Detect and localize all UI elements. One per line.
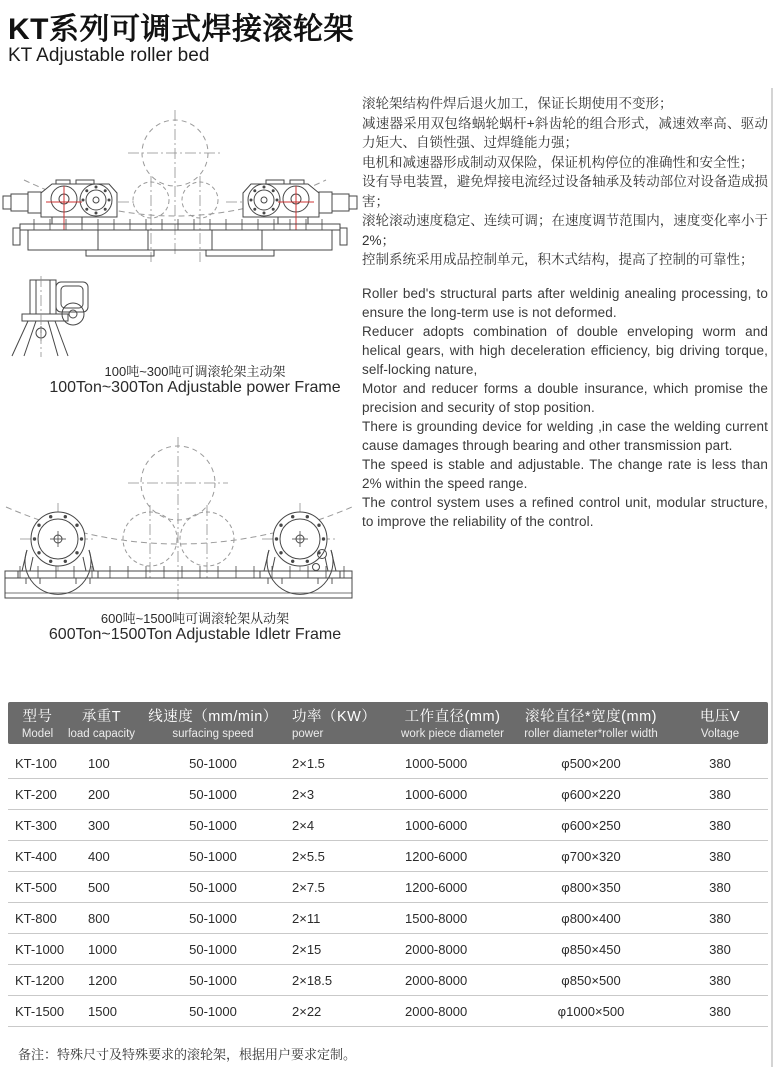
table-cell: 1000-6000: [405, 817, 468, 833]
column-header: [290, 708, 395, 741]
table-row: [8, 810, 768, 841]
table-cell: φ800×350: [561, 879, 621, 895]
table-row: [8, 779, 768, 810]
column-header: [672, 708, 768, 741]
table-cell: 2000-8000: [405, 972, 468, 988]
table-cell: φ700×320: [561, 848, 621, 864]
table-cell: 380: [709, 941, 731, 957]
feature-line-zh: 滚轮架结构件焊后退火加工，保证长期使用不变形；: [362, 96, 673, 111]
column-header-en: work piece diameter: [401, 727, 504, 740]
feature-line-zh: 减速器采用双包络蜗轮蜗杆+斜齿轮的组合形式，减速效率高、驱动力矩大、自锁性强、过焊缝能力强；: [362, 115, 768, 150]
table-cell: 380: [709, 817, 731, 833]
table-cell: 380: [709, 910, 731, 926]
table-cell: 1200-6000: [405, 879, 468, 895]
table-row: [8, 934, 768, 965]
table-cell: KT-1000: [15, 941, 65, 957]
table-cell: KT-400: [15, 848, 57, 864]
figure2-caption-en: 600Ton~1500Ton Adjustable Idletr Frame: [48, 626, 342, 643]
table-cell: 1000: [88, 941, 117, 957]
feature-text-column: [362, 94, 768, 531]
idler-frame-drawing: [0, 433, 360, 605]
page-title-en: KT Adjustable roller bed: [8, 45, 210, 66]
features-zh: [362, 94, 768, 270]
table-cell: 380: [709, 848, 731, 864]
table-cell: KT-1500: [15, 1003, 65, 1019]
page-title-zh: KT系列可调式焊接滚轮架: [8, 13, 354, 46]
column-header-zh: 线速度（mm/min）: [148, 708, 278, 725]
table-cell: KT-1200: [15, 972, 65, 988]
figure1-caption-en: 100Ton~300Ton Adjustable power Frame: [49, 379, 341, 396]
column-header-zh: 电压V: [699, 708, 741, 725]
table-row: [8, 872, 768, 903]
table-cell: 2×18.5: [292, 972, 333, 988]
table-cell: 800: [88, 910, 110, 926]
table-cell: KT-200: [15, 786, 57, 802]
column-header-zh: 功率（KW）: [292, 708, 377, 725]
feature-line-en: The speed is stable and adjustable. The change rate is less than 2% within the speed range.: [362, 456, 768, 491]
table-cell: φ800×400: [561, 910, 621, 926]
table-cell: KT-800: [15, 910, 57, 926]
table-cell: φ500×200: [561, 755, 621, 771]
feature-line-en: There is grounding device for welding ,in case the welding current cause damages through bearing and other transmission part.: [362, 418, 768, 453]
table-cell: 2×1.5: [292, 755, 325, 771]
table-cell: KT-300: [15, 817, 57, 833]
table-cell: 1200: [88, 972, 117, 988]
table-cell: 1000-6000: [405, 786, 468, 802]
table-row: [8, 903, 768, 934]
column-header: [8, 708, 67, 741]
table-cell: 1500-8000: [405, 910, 468, 926]
table-cell: 50-1000: [189, 848, 237, 864]
table-cell: 50-1000: [189, 910, 237, 926]
column-header-zh: 承重T: [81, 708, 122, 725]
table-cell: φ1000×500: [557, 1003, 625, 1019]
column-header-zh: 滚轮直径*宽度(mm): [525, 708, 657, 725]
table-cell: φ600×220: [561, 786, 621, 802]
feature-line-zh: 设有导电装置，避免焊接电流经过设备轴承及转动部位对设备造成损害；: [362, 174, 768, 209]
feature-line-en: The control system uses a refined control unit, modular structure, to improve the reliability of the control.: [362, 494, 768, 529]
column-header-en: Model: [21, 727, 54, 740]
table-row: [8, 841, 768, 872]
column-header: [395, 708, 510, 741]
table-cell: 2×5.5: [292, 848, 325, 864]
table-cell: 50-1000: [189, 817, 237, 833]
column-header-en: load capacity: [67, 727, 136, 740]
column-header-en: surfacing speed: [172, 727, 254, 740]
column-header-en: Voltage: [700, 727, 740, 740]
footnote: 备注：特殊尺寸及特殊要求的滚轮架，根据用户要求定制。: [18, 1047, 357, 1062]
table-cell: φ600×250: [561, 817, 621, 833]
table-cell: 2000-8000: [405, 1003, 468, 1019]
table-cell: 50-1000: [189, 786, 237, 802]
table-cell: 2×11: [292, 910, 321, 926]
column-header-en: power: [292, 727, 324, 740]
table-row: [8, 996, 768, 1027]
table-cell: 500: [88, 879, 110, 895]
table-cell: φ850×450: [561, 941, 621, 957]
table-cell: 2×22: [292, 1003, 322, 1019]
column-header-zh: 型号: [22, 708, 53, 725]
table-cell: 380: [709, 786, 731, 802]
table-cell: 100: [88, 755, 110, 771]
table-cell: φ850×500: [561, 972, 621, 988]
feature-line-zh: 滚轮滚动速度稳定、连续可调；在速度调节范围内，速度变化率小于2%；: [362, 213, 768, 248]
power-frame-drawing: [0, 98, 360, 358]
table-cell: 380: [709, 879, 731, 895]
feature-line-zh: 控制系统采用成品控制单元，积木式结构，提高了控制的可靠性；: [362, 252, 754, 267]
column-header-en: roller diameter*roller width: [524, 727, 658, 740]
feature-line-en: Roller bed's structural parts after weldinig anealing processing, to ensure the long-term use is not deformed.: [362, 285, 768, 320]
feature-line-en: Reducer adopts combination of double enveloping worm and helical gears, with high deceleration efficiency, big driving torque, self-locking nature,: [362, 323, 768, 377]
spec-table: [8, 702, 768, 1027]
table-cell: 380: [709, 755, 731, 771]
table-cell: 380: [709, 972, 731, 988]
table-cell: 2×4: [292, 817, 315, 833]
table-cell: 50-1000: [189, 1003, 237, 1019]
table-cell: 2×7.5: [292, 879, 325, 895]
column-header: [67, 708, 136, 741]
table-cell: 400: [88, 848, 110, 864]
table-cell: 50-1000: [189, 879, 237, 895]
table-cell: 2×15: [292, 941, 322, 957]
column-header-zh: 工作直径(mm): [404, 708, 501, 725]
table-cell: 300: [88, 817, 110, 833]
table-cell: 1200-6000: [405, 848, 468, 864]
table-cell: 200: [88, 786, 110, 802]
figure1-caption-zh: 100吨~300吨可调滚轮架主动架: [104, 364, 286, 379]
table-cell: 2000-8000: [405, 941, 468, 957]
feature-line-en: Motor and reducer forms a double insurance, which promise the precision and security of stop position.: [362, 380, 768, 415]
features-en: [362, 284, 768, 531]
table-cell: KT-100: [15, 755, 57, 771]
table-cell: 50-1000: [189, 972, 237, 988]
table-header: [8, 702, 768, 744]
table-cell: 50-1000: [189, 941, 237, 957]
column-header: [136, 708, 290, 741]
page-edge-line: [771, 88, 773, 1067]
column-header: [510, 708, 672, 741]
table-row: [8, 748, 768, 779]
table-cell: KT-500: [15, 879, 57, 895]
table-cell: 380: [709, 1003, 731, 1019]
table-body: [8, 748, 768, 1027]
feature-line-zh: 电机和减速器形成制动双保险，保证机构停位的准确性和安全性；: [362, 154, 754, 170]
table-cell: 1500: [88, 1003, 117, 1019]
table-row: [8, 965, 768, 996]
table-cell: 2×3: [292, 786, 315, 802]
table-cell: 1000-5000: [405, 755, 468, 771]
figure2-caption-zh: 600吨~1500吨可调滚轮架从动架: [100, 611, 290, 626]
table-cell: 50-1000: [189, 755, 237, 771]
